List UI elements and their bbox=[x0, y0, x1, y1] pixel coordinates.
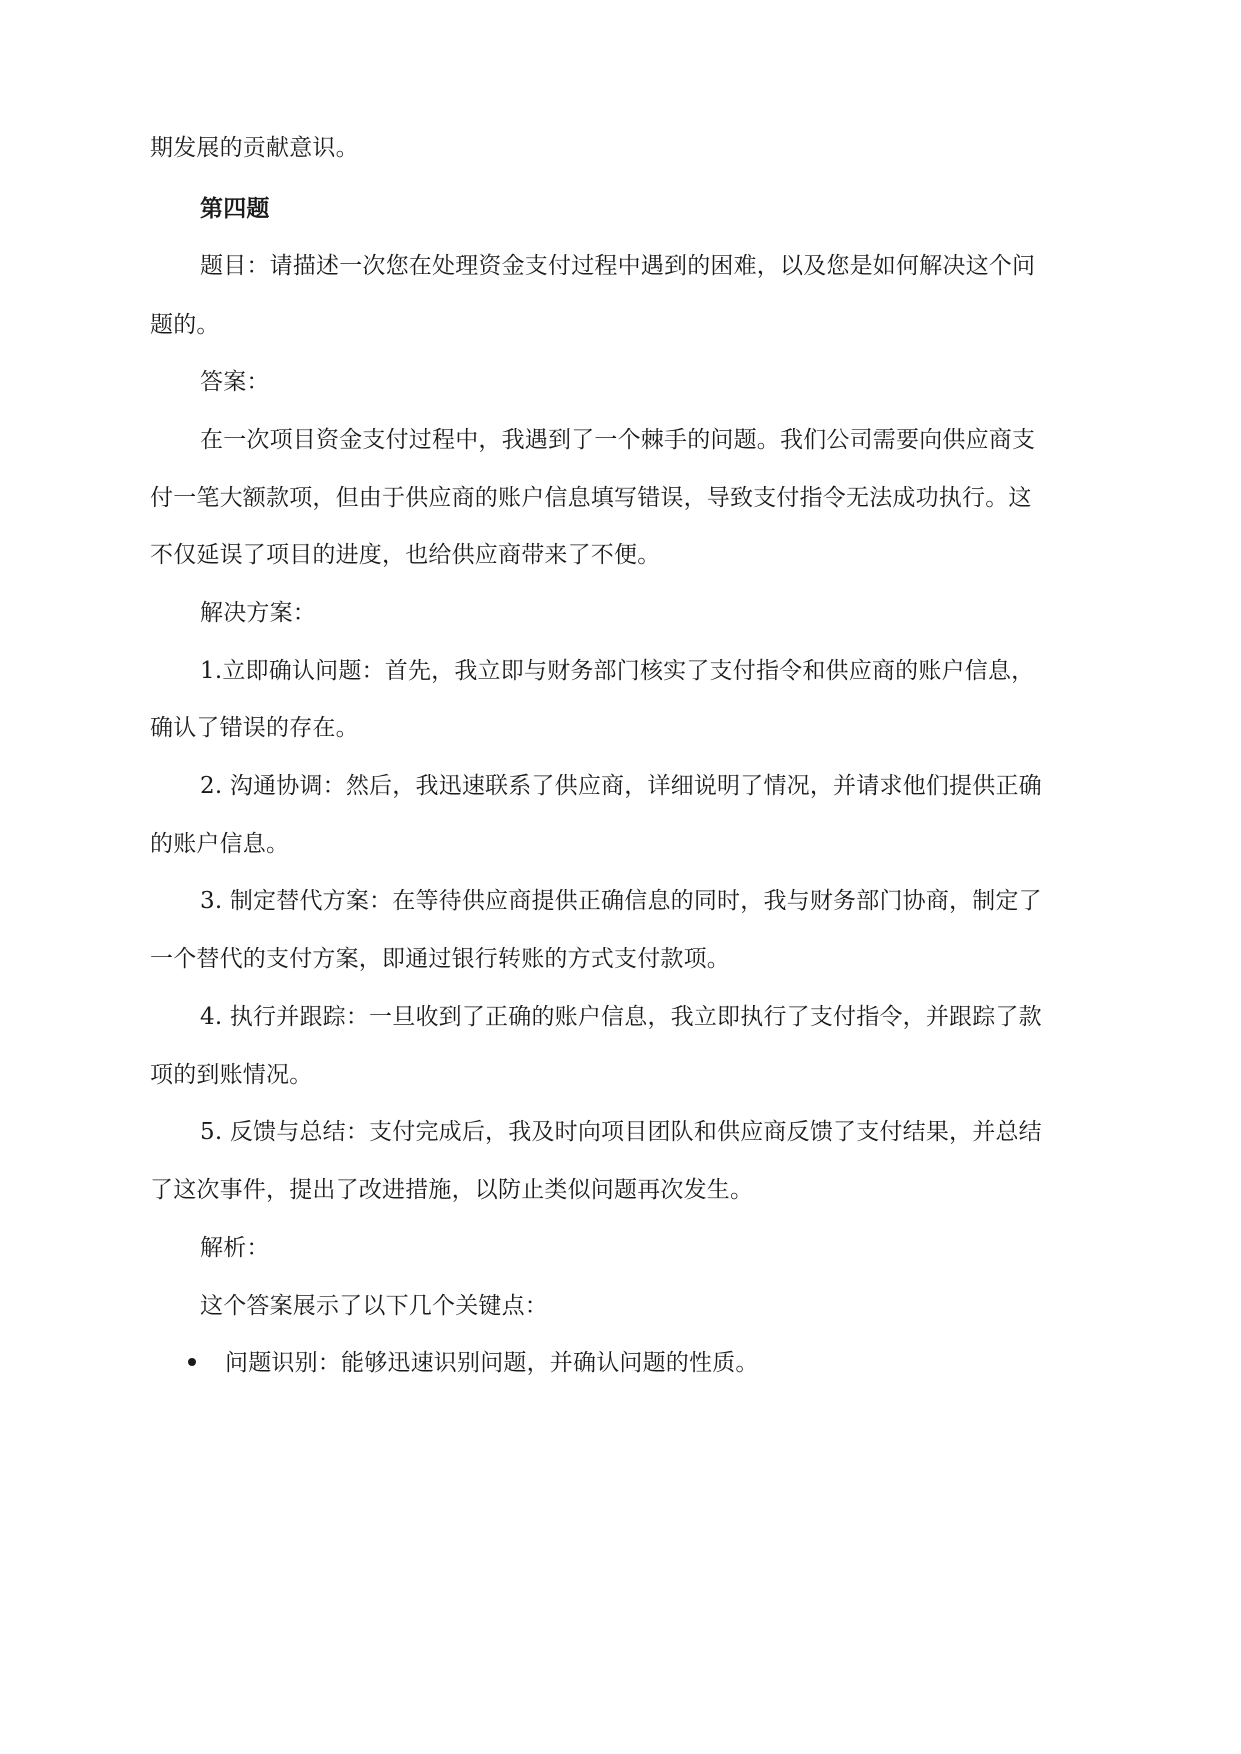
solution-step-line: 项的到账情况。 bbox=[150, 1062, 313, 1088]
solution-step-line: 3. 制定替代方案：在等待供应商提供正确信息的同时，我与财务部门协商，制定了 bbox=[200, 888, 1042, 914]
question-line: 题目：请描述一次您在处理资金支付过程中遇到的困难，以及您是如何解决这个问 bbox=[200, 253, 1036, 279]
solution-step-line: 2. 沟通协调：然后，我迅速联系了供应商，详细说明了情况，并请求他们提供正确 bbox=[200, 773, 1042, 799]
solution-label: 解决方案： bbox=[200, 600, 316, 626]
answer-line: 不仅延误了项目的进度，也给供应商带来了不便。 bbox=[150, 542, 661, 568]
solution-step-line: 5. 反馈与总结：支付完成后，我及时向项目团队和供应商反馈了支付结果，并总结 bbox=[200, 1119, 1042, 1145]
question-line: 题的。 bbox=[150, 312, 220, 338]
solution-step-line: 一个替代的支付方案，即通过银行转账的方式支付款项。 bbox=[150, 946, 730, 972]
solution-step-line: 确认了错误的存在。 bbox=[150, 715, 359, 741]
answer-line: 付一笔大额款项，但由于供应商的账户信息填写错误，导致支付指令无法成功执行。这 bbox=[150, 485, 1032, 511]
paragraph-continuation: 期发展的贡献意识。 bbox=[150, 135, 359, 161]
solution-step-line: 4. 执行并跟踪：一旦收到了正确的账户信息，我立即执行了支付指令，并跟踪了款 bbox=[200, 1004, 1042, 1030]
solution-step-line: 了这次事件，提出了改进措施，以防止类似问题再次发生。 bbox=[150, 1177, 754, 1203]
solution-step-line: 的账户信息。 bbox=[150, 831, 290, 857]
analysis-label: 解析： bbox=[200, 1235, 270, 1261]
analysis-intro: 这个答案展示了以下几个关键点： bbox=[200, 1293, 548, 1319]
bullet-list-item: 问题识别：能够迅速识别问题，并确认问题的性质。 bbox=[225, 1350, 759, 1376]
answer-label: 答案： bbox=[200, 369, 270, 395]
solution-step-line: 1.立即确认问题：首先，我立即与财务部门核实了支付指令和供应商的账户信息， bbox=[200, 658, 1035, 684]
answer-line: 在一次项目资金支付过程中，我遇到了一个棘手的问题。我们公司需要向供应商支 bbox=[200, 427, 1036, 453]
bullet-icon bbox=[188, 1358, 196, 1366]
section-heading: 第四题 bbox=[200, 195, 270, 222]
